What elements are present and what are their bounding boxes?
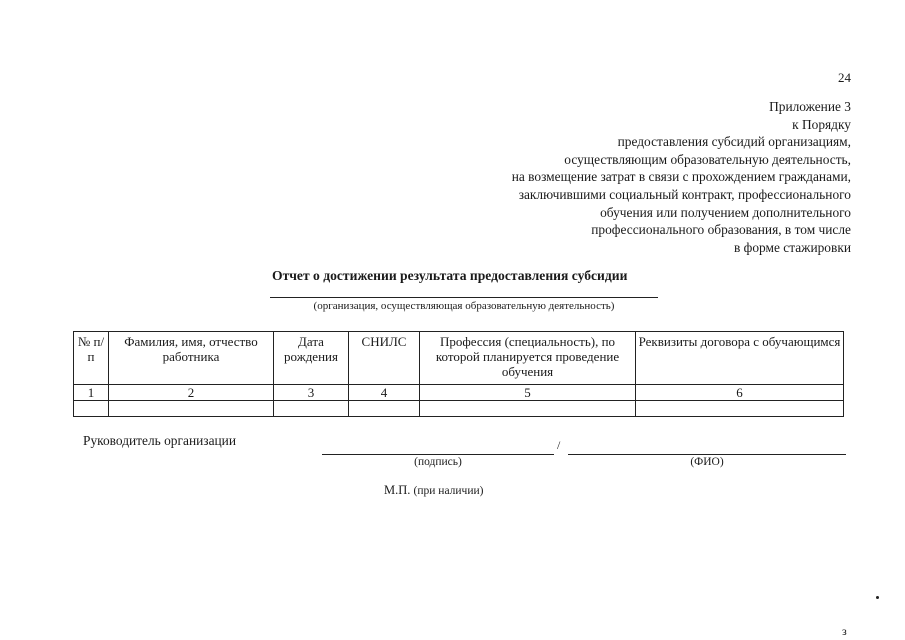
table-header-row: [74, 332, 844, 385]
table-cell: [109, 401, 274, 417]
report-table: [73, 331, 844, 417]
header-label: СНИЛС: [361, 334, 407, 349]
header-label: Фамилия, имя, отчество работника: [124, 334, 258, 364]
column-number-cell: 5: [420, 385, 636, 401]
appendix-line: Приложение 3: [769, 99, 851, 114]
header-label: Дата рождения: [284, 334, 338, 364]
page-number: 24: [838, 70, 851, 85]
header-cell-profession: [420, 332, 636, 385]
column-number-cell: 3: [274, 385, 349, 401]
table-row: [74, 401, 844, 417]
table-cell: [349, 401, 420, 417]
appendix-line: профессионального образования, в том числе: [591, 222, 851, 238]
stamp-label: [384, 483, 483, 498]
column-number-cell: 4: [349, 385, 420, 401]
scan-artifact-dot: [876, 596, 879, 599]
column-number-cell: 2: [109, 385, 274, 401]
appendix-line: к Порядку: [792, 116, 851, 132]
table-cell: [420, 401, 636, 417]
appendix-header: [351, 98, 851, 256]
header-label: Профессия (специальность), по которой планируется проведение обучения: [435, 334, 620, 379]
appendix-line: обучения или получением дополнительного: [600, 204, 851, 220]
appendix-line: на возмещение затрат в связи с прохождением гражданами,: [511, 169, 851, 185]
fio-caption: (ФИО): [690, 456, 724, 468]
organization-fill-line: [270, 297, 658, 298]
appendix-line: предоставления субсидий организациям,: [617, 134, 851, 150]
appendix-line: заключившими социальный контракт, профессионального: [518, 186, 851, 202]
header-cell-contract: [636, 332, 844, 385]
header-label: № п/п: [77, 334, 105, 364]
organization-caption: (организация, осуществляющая образовательную деятельность): [313, 300, 615, 312]
signature-fill-line: [322, 454, 554, 455]
report-title: Отчет о достижении результата предоставления субсидии: [272, 268, 628, 283]
header-cell-birthdate: [274, 332, 349, 385]
stamp-note: (при наличии): [413, 485, 484, 497]
manager-label: Руководитель организации: [83, 433, 237, 448]
column-number-cell: 6: [636, 385, 844, 401]
signature-caption: (подпись): [414, 456, 462, 468]
table-cell: [636, 401, 844, 417]
table-column-numbers-row: [74, 385, 844, 401]
fio-fill-line: [568, 454, 846, 455]
scan-artifact-mark: з: [842, 624, 847, 638]
stamp-abbreviation: М.П.: [384, 483, 411, 497]
header-cell-snils: [349, 332, 420, 385]
signature-separator: /: [557, 438, 561, 452]
column-number-cell: 1: [74, 385, 109, 401]
header-label: Реквизиты договора с обучающимся: [638, 334, 841, 349]
header-cell-number: [74, 332, 109, 385]
header-cell-name: [109, 332, 274, 385]
table-cell: [74, 401, 109, 417]
appendix-line: в форме стажировки: [733, 239, 851, 255]
table-cell: [274, 401, 349, 417]
appendix-line: осуществляющим образовательную деятельность,: [564, 151, 851, 167]
